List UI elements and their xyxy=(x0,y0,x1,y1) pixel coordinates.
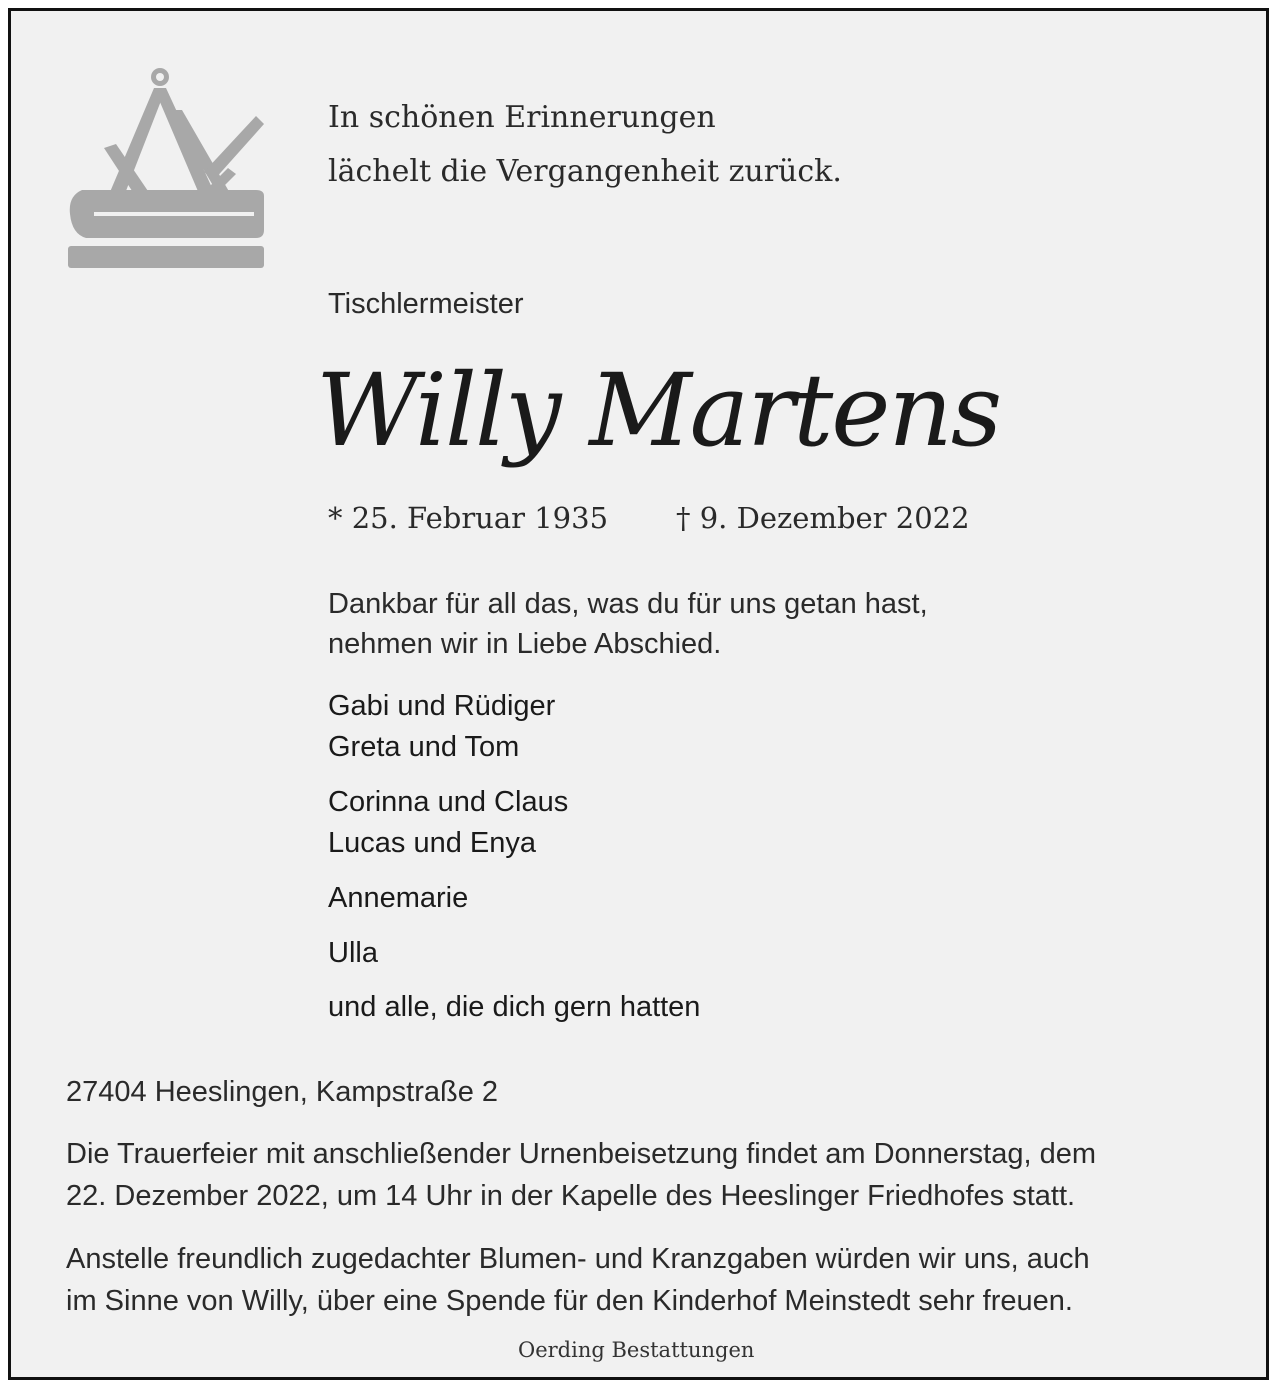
undertaker-name: Oerding Bestattungen xyxy=(518,1338,755,1362)
ceremony-line-1: Die Trauerfeier mit anschließender Urnenbeisetzung findet am Donnerstag, dem xyxy=(66,1138,1097,1170)
donation-line-1: Anstelle freundlich zugedachter Blumen- und Kranzgaben würden wir uns, auch xyxy=(66,1243,1090,1275)
family-member: Corinna und Claus xyxy=(328,786,569,818)
deceased-name: Willy Martens xyxy=(316,352,1001,469)
ceremony-line-2: 22. Dezember 2022, um 14 Uhr in der Kapelle des Heeslinger Friedhofes statt. xyxy=(66,1180,1076,1212)
family-member: Greta und Tom xyxy=(328,731,520,763)
thanks-line-1: Dankbar für all das, was du für uns getan hast, xyxy=(328,588,928,620)
profession-title: Tischlermeister xyxy=(328,288,524,320)
family-member: Gabi und Rüdiger xyxy=(328,690,556,722)
family-member: Ulla xyxy=(328,937,378,969)
quote-line-2: lächelt die Vergangenheit zurück. xyxy=(328,154,842,189)
family-member: Lucas und Enya xyxy=(328,827,536,859)
family-member: Annemarie xyxy=(328,882,469,914)
carpenter-tools-icon xyxy=(64,64,268,270)
address: 27404 Heeslingen, Kampstraße 2 xyxy=(66,1076,499,1108)
donation-line-2: im Sinne von Willy, über eine Spende für den Kinderhof Meinstedt sehr freuen. xyxy=(66,1285,1073,1317)
thanks-line-2: nehmen wir in Liebe Abschied. xyxy=(328,628,722,660)
family-member: und alle, die dich gern hatten xyxy=(328,991,701,1023)
quote-line-1: In schönen Erinnerungen xyxy=(328,100,716,135)
birth-date: * 25. Februar 1935 xyxy=(328,501,609,535)
death-date: † 9. Dezember 2022 xyxy=(676,501,970,535)
